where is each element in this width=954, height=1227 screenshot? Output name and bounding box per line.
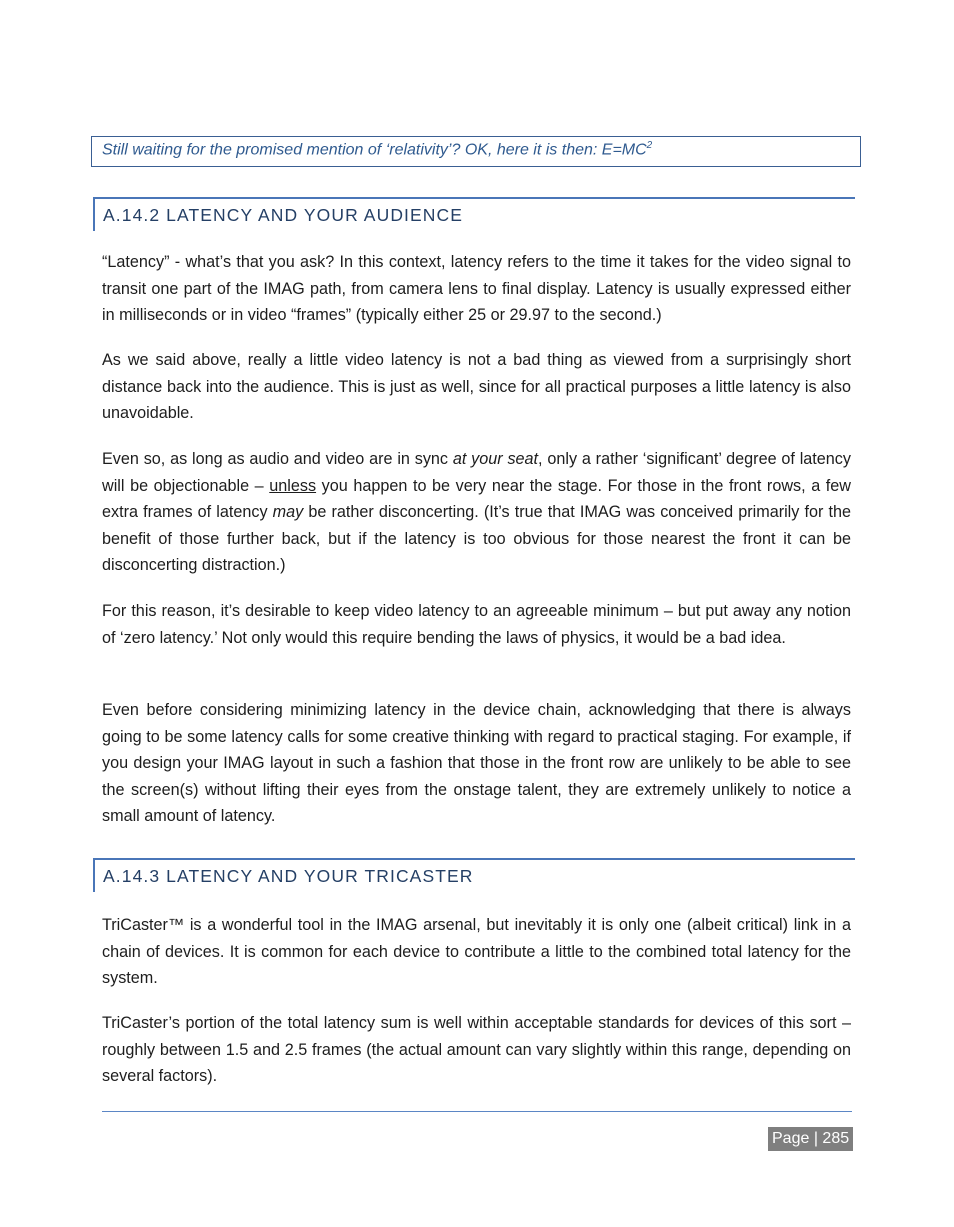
relativity-callout-box <box>91 136 861 167</box>
section-heading-audience: A.14.2 LATENCY AND YOUR AUDIENCE <box>93 197 855 231</box>
paragraph-latency-definition: “Latency” - what’s that you ask? In this context, latency refers to the time it takes for the video signal to transit one part of the IMAG path, from camera lens to final display. Latency is usually expressed either in milliseconds or in video “frames” (typically either 25 or 29.97 to the second.) <box>102 253 851 325</box>
footer-divider <box>102 1111 852 1112</box>
callout-superscript: 2 <box>646 140 653 151</box>
paragraph-tricaster-chain: TriCaster™ is a wonderful tool in the IMAG arsenal, but inevitably it is only one (albeit critical) link in a chain of devices. It is common for each device to contribute a little to the combined total latency for the system. <box>102 916 851 988</box>
text-run: Even so, as long as audio and video are in sync <box>102 450 453 468</box>
text-run: , only a rather ‘significant’ degree of latency will be objectionable – <box>102 450 851 495</box>
section-heading-tricaster: A.14.3 LATENCY AND YOUR TRICASTER <box>93 858 855 892</box>
paragraph-sync-at-seat <box>102 446 851 579</box>
paragraph-tricaster-latency-range: TriCaster’s portion of the total latency sum is well within acceptable standards for devices of this sort – roughly between 1.5 and 2.5 frames (the actual amount can vary slightly within this range, depending on several factors). <box>102 1014 851 1086</box>
paragraph-practical-staging: Even before considering minimizing latency in the device chain, acknowledging that there is always going to be some latency calls for some creative thinking with regard to practical staging. For example, if you design your IMAG layout in such a fashion that those in the front row are unlikely to be able to see the screen(s) without lifting their eyes from the onstage talent, they are extremely unlikely to notice a small amount of latency. <box>102 701 851 826</box>
italic-run-at-your-seat: at your seat <box>452 450 539 468</box>
callout-text: Still waiting for the promised mention of ‘relativity’? OK, here it is then: E=MC <box>102 141 647 159</box>
italic-run-may: may <box>272 503 304 522</box>
page-number-badge: Page | 285 <box>768 1127 853 1151</box>
paragraph-latency-unavoidable: As we said above, really a little video latency is not a bad thing as viewed from a surprisingly short distance back into the audience. This is just as well, since for all practical purposes a little latency is also unavoidable. <box>102 351 851 423</box>
text-run: you happen to be very near the stage. For those in the front rows, a few extra frames of latency <box>102 476 851 522</box>
text-run: be rather disconcerting. (It’s true that IMAG was conceived primarily for the benefit of those further back, but if the latency is too obvious for those nearest the front it can be disconcerting distraction.) <box>102 503 851 575</box>
underlined-run-unless: unless <box>269 476 317 495</box>
paragraph-zero-latency: For this reason, it’s desirable to keep video latency to an agreeable minimum – but put away any notion of ‘zero latency.’ Not only would this require bending the laws of physics, it would be a bad idea. <box>102 602 851 647</box>
